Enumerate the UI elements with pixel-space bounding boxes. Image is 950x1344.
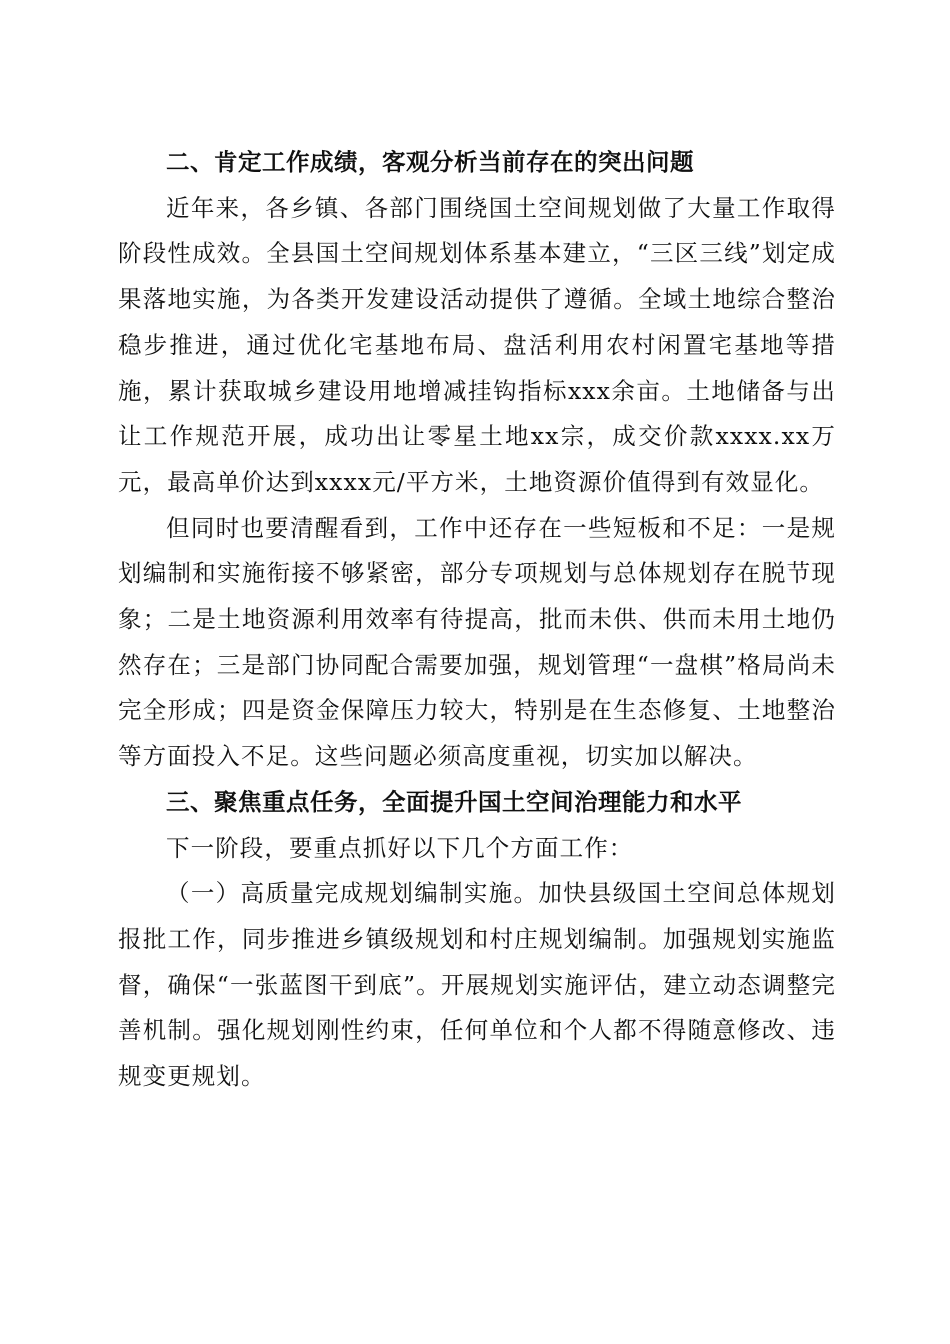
section-2-heading: 二、肯定工作成绩，客观分析当前存在的突出问题 [166, 148, 694, 176]
section-3-intro: 下一阶段，要重点抓好以下几个方面工作： [166, 833, 634, 862]
section-3-item-1: （一）高质量完成规划编制实施。加快县级国土空间总体规划报批工作，同步推进乡镇级规划和村庄规划编制。加强规划实施监督，确保“一张蓝图干到底”。开展规划实施评估，建立动态调整完善机制。强化规划刚性约束，任何单位和个人都不得随意修改、违规变更规划。 [118, 879, 836, 1091]
section-2-paragraph-1: 近年来，各乡镇、各部门围绕国土空间规划做了大量工作取得阶段性成效。全县国土空间规划体系基本建立，“三区三线”划定成果落地实施，为各类开发建设活动提供了遵循。全域土地综合整治稳步推进，通过优化宅基地布局、盘活利用农村闲置宅基地等措施，累计获取城乡建设用地增减挂钩指标xxx余亩。土地储备与出让工作规范开展，成功出让零星土地xx宗，成交价款xxxx.xx万元，最高单价达到xxxx元/平方米，土地资源价值得到有效显化。 [118, 193, 836, 496]
document-body [118, 140, 836, 1100]
section-3-heading: 三、聚焦重点任务，全面提升国土空间治理能力和水平 [166, 787, 742, 816]
section-2-paragraph-2: 但同时也要清醒看到，工作中还存在一些短板和不足：一是规划编制和实施衔接不够紧密，部分专项规划与总体规划存在脱节现象；二是土地资源利用效率有待提高，批而未供、供而未用土地仍然存在；三是部门协同配合需要加强，规划管理“一盘棋”格局尚未完全形成；四是资金保障压力较大，特别是在生态修复、土地整治等方面投入不足。这些问题必须高度重视，切实加以解决。 [118, 513, 836, 771]
